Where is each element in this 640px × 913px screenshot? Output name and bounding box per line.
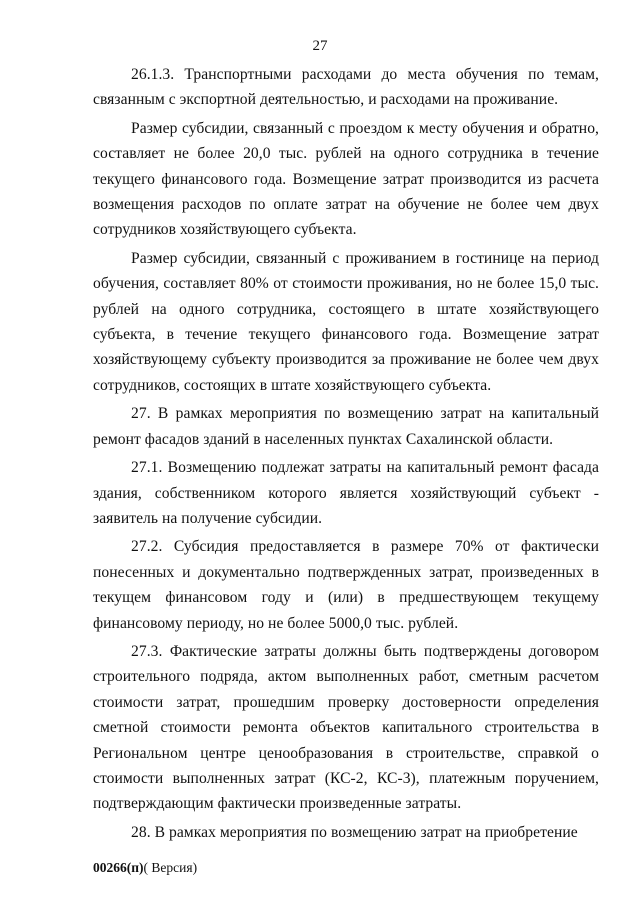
- document-code: 00266(п): [93, 860, 144, 875]
- paragraph-27-1: 27.1. Возмещению подлежат затраты на капитальный ремонт фасада здания, собственником которого является хозяйствующий субъект - заявитель на получение субсидии.: [93, 459, 599, 527]
- document-version: ( Версия): [143, 860, 198, 875]
- document-footer: [93, 860, 197, 876]
- document-body: [93, 62, 599, 848]
- paragraph-travel-subsidy: Размер субсидии, связанный с проездом к месту обучения и обратно, составляет не более 20,0 тыс. рублей на одного сотрудника в течение текущего финансового года. Возмещение затрат производится из расчета возмещения расходов по оплате затрат на обучение не более чем двух сотрудников хозяйствующего субъекта.: [93, 119, 599, 239]
- paragraph-28: 28. В рамках мероприятия по возмещению затрат на приобретение: [131, 823, 578, 841]
- paragraph-accommodation-subsidy: Размер субсидии, связанный с проживанием в гостинице на период обучения, составляет 80% от стоимости проживания, но не более 15,0 тыс. рублей на одного сотрудника, состоящего в штате хозяйствующего субъекта, в течение текущего финансового года. Возмещение затрат хозяйствующему субъекту производится за проживание не более чем двух сотрудников, состоящих в штате хозяйствующего субъекта.: [93, 249, 599, 394]
- paragraph-27-3: 27.3. Фактические затраты должны быть подтверждены договором строительного подряда, актом выполненных работ, сметным расчетом стоимости затрат, прошедшим проверку достоверности определения сметной стоимости ремонта объектов капитального строительства в Региональном центре ценообразования в строительстве, справкой о стоимости выполненных затрат (КС-2, КС-3), платежным поручением, подтверждающим фактически произведенные затраты.: [93, 642, 599, 813]
- paragraph-26-1-3: 26.1.3. Транспортными расходами до места обучения по темам, связанным с экспортной деятельностью, и расходами на проживание.: [93, 66, 599, 109]
- paragraph-27: 27. В рамках мероприятия по возмещению затрат на капитальный ремонт фасадов зданий в населенных пунктах Сахалинской области.: [93, 405, 599, 448]
- paragraph-27-2: 27.2. Субсидия предоставляется в размере 70% от фактически понесенных и документально подтвержденных затрат, произведенных в текущем финансовом году и (или) в предшествующем текущему финансовому периоду, но не более 5000,0 тыс. рублей.: [93, 538, 599, 632]
- page-number: 27: [312, 38, 328, 54]
